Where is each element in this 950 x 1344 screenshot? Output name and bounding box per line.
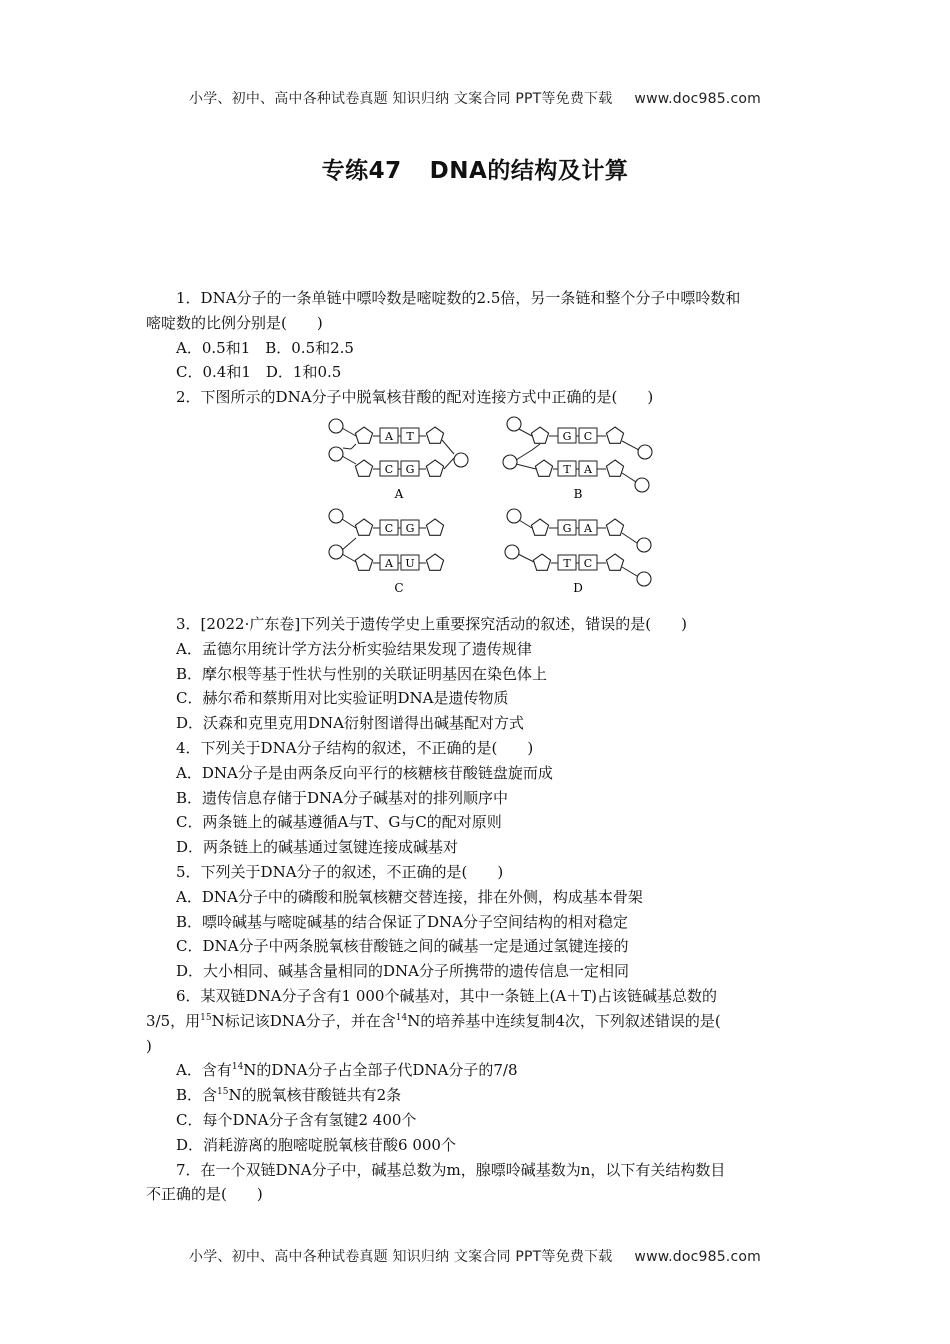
footer-site-link[interactable]: www.doc985.com xyxy=(634,1249,761,1265)
q4-option-c: C．两条链上的碱基遵循A与T、G与C的配对原则 xyxy=(176,813,502,832)
q4-stem: 4．下列关于DNA分子结构的叙述，不正确的是( ) xyxy=(176,738,534,757)
q6-stem-line2: 3/5，用$^{15}$N标记该DNA分子，并在含$^{14}$N的培养基中连续复制4次，下列叙述错误的是( xyxy=(146,1011,721,1030)
a-bottom-left-base: C xyxy=(384,462,394,476)
panel-a xyxy=(329,419,468,501)
q5-stem: 5．下列关于DNA分子的叙述，不正确的是( ) xyxy=(176,862,504,881)
d-top-left-base: G xyxy=(562,521,572,535)
panel-a-label: A xyxy=(394,486,404,501)
c-top-left-base: C xyxy=(384,521,394,535)
d-top-right-base: A xyxy=(584,521,592,535)
q5-option-a: A．DNA分子中的磷酸和脱氧核糖交替连接，排在外侧，构成基本骨架 xyxy=(176,887,643,906)
header-text: 小学、初中、高中各种试卷真题 知识归纳 文案合同 PPT等免费下载 xyxy=(189,91,613,107)
d-bottom-left-base: T xyxy=(563,556,571,570)
title-main: DNA的结构及计算 xyxy=(429,158,629,184)
title-prefix: 专练47 xyxy=(321,158,402,184)
q3-option-a: A．孟德尔用统计学方法分析实验结果发现了遗传规律 xyxy=(176,639,532,658)
q4-option-d: D．两条链上的碱基通过氢键连接成碱基对 xyxy=(176,838,459,857)
q3-option-b: B．摩尔根等基于性状与性别的关联证明基因在染色体上 xyxy=(176,664,548,683)
dna-figure-svg xyxy=(326,414,666,606)
c-top-right-base: G xyxy=(405,521,415,535)
q5-option-c: C．DNA分子中两条脱氧核苷酸链之间的碱基一定是通过氢键连接的 xyxy=(176,937,629,956)
page-footer xyxy=(0,1246,950,1266)
a-top-left-base: A xyxy=(385,429,393,443)
page-header xyxy=(0,88,950,108)
q6-stem-line1: 6．某双链DNA分子含有1 000个碱基对，其中一条链上(A＋T)占该链碱基总数的 xyxy=(176,986,718,1005)
q1-options-cd: C．0.4和1 D．1和0.5 xyxy=(176,363,342,382)
page-title xyxy=(0,152,950,185)
b-top-left-base: G xyxy=(562,429,572,443)
c-bottom-left-base: A xyxy=(385,556,393,570)
a-bottom-right-base: G xyxy=(405,462,415,476)
d-bottom-right-base: C xyxy=(583,556,593,570)
b-bottom-left-base: T xyxy=(563,462,571,476)
q3-option-c: C．赫尔希和蔡斯用对比实验证明DNA是遗传物质 xyxy=(176,689,509,708)
q1-stem-line2: 嘧啶数的比例分别是( ) xyxy=(146,313,323,332)
q3-option-d: D．沃森和克里克用DNA衍射图谱得出碱基配对方式 xyxy=(176,714,525,733)
question-body xyxy=(146,286,814,1207)
panel-c-label: C xyxy=(394,580,404,595)
c-bottom-right-base: U xyxy=(405,556,415,570)
q2-stem: 2．下图所示的DNA分子中脱氧核苷酸的配对连接方式中正确的是( ) xyxy=(176,388,654,407)
panel-d xyxy=(505,509,651,595)
q1-options-ab: A．0.5和1 B．0.5和2.5 xyxy=(176,338,354,357)
panel-b xyxy=(503,417,652,501)
q6-option-d: D．消耗游离的胞嘧啶脱氧核苷酸6 000个 xyxy=(176,1135,456,1154)
panel-b-label: B xyxy=(573,486,583,501)
footer-text: 小学、初中、高中各种试卷真题 知识归纳 文案合同 PPT等免费下载 xyxy=(189,1249,613,1265)
q5-option-d: D．大小相同、碱基含量相同的DNA分子所携带的遗传信息一定相同 xyxy=(176,962,630,981)
q4-option-a: A．DNA分子是由两条反向平行的核糖核苷酸链盘旋而成 xyxy=(176,763,553,782)
q7-stem-line2: 不正确的是( ) xyxy=(146,1185,263,1204)
panel-c xyxy=(329,509,444,595)
a-top-right-base: T xyxy=(406,429,414,443)
b-top-right-base: C xyxy=(583,429,593,443)
q3-stem: 3．[2022·广东卷]下列关于遗传学史上重要探究活动的叙述，错误的是( ) xyxy=(176,614,687,633)
dna-pairing-figure xyxy=(146,414,814,606)
q6-option-a: A．含有$^{14}$N的DNA分子占全部子代DNA分子的7/8 xyxy=(176,1061,518,1080)
q6-stem-line3: ) xyxy=(146,1036,152,1055)
q6-option-b: B．含$^{15}$N的脱氧核苷酸链共有2条 xyxy=(176,1086,402,1105)
q1-stem-line1: 1．DNA分子的一条单链中嘌呤数是嘧啶数的2.5倍，另一条链和整个分子中嘌呤数和 xyxy=(176,289,741,307)
q4-option-b: B．遗传信息存储于DNA分子碱基对的排列顺序中 xyxy=(176,788,509,807)
b-bottom-right-base: A xyxy=(584,462,592,476)
q5-option-b: B．嘌呤碱基与嘧啶碱基的结合保证了DNA分子空间结构的相对稳定 xyxy=(176,912,629,931)
header-site-link[interactable]: www.doc985.com xyxy=(634,91,761,107)
panel-d-label: D xyxy=(573,580,583,595)
q7-stem-line1: 7．在一个双链DNA分子中，碱基总数为m，腺嘌呤碱基数为n，以下有关结构数目 xyxy=(176,1160,726,1179)
q3-source: [2022·广东卷] xyxy=(200,614,301,633)
q6-option-c: C．每个DNA分子含有氢键2 400个 xyxy=(176,1110,417,1129)
